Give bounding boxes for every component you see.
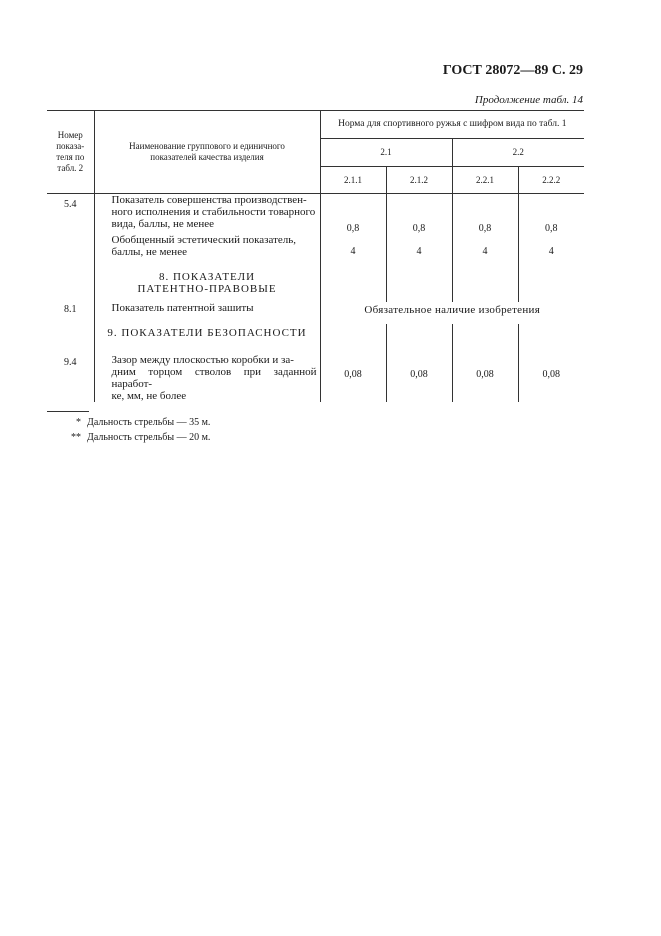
- row-description: [94, 194, 320, 235]
- table-row: [47, 354, 584, 402]
- row-description-line: ке, мм, не более: [111, 390, 187, 402]
- row-number: 8.1: [64, 304, 77, 315]
- row-value: 0,08: [452, 354, 518, 402]
- footnote: [47, 415, 347, 430]
- footnote-mark: *: [76, 417, 81, 428]
- header-norm: Норма для спортивного ружья с шифром вида по табл. 1: [320, 111, 584, 139]
- header-number-column: Номер показа-теля по табл. 2: [47, 111, 94, 194]
- row-description-line: Показатель совершенства производствен-: [111, 194, 307, 206]
- header-code-2-1-1: 2.1.1: [320, 167, 386, 194]
- row-description-line: Обобщенный эстетический показатель,: [111, 234, 297, 246]
- section-heading-line: ПАТЕНТНО-ПРАВОВЫЕ: [137, 283, 277, 295]
- row-value: 4: [320, 234, 386, 258]
- row-description-line: вида, баллы, не менее: [111, 218, 215, 230]
- section-heading-8: [94, 258, 320, 302]
- footnote-mark: **: [71, 432, 81, 443]
- row-value-merged: Обязательное наличие изобретения: [320, 302, 584, 324]
- row-value: 4: [518, 234, 584, 258]
- page-header-area: [0, 0, 661, 80]
- header-group-2-1: 2.1: [320, 139, 452, 167]
- table-continuation-label: Продолжение табл. 14: [474, 94, 583, 106]
- row-value: 4: [386, 234, 452, 258]
- table-row: [47, 194, 584, 235]
- header-row-1: [47, 111, 584, 139]
- row-description-line: Зазор между плоскостью коробки и за-: [111, 354, 294, 366]
- header-code-2-2-2: 2.2.2: [518, 167, 584, 194]
- row-description-line: ного исполнения и стабильности товарного: [111, 206, 316, 218]
- row-description-line: дним торцом стволов при заданной наработ-: [111, 366, 317, 390]
- row-value: 4: [452, 234, 518, 258]
- table-row: [47, 302, 584, 324]
- row-description-line: баллы, не менее: [111, 246, 187, 258]
- section-heading-line: 8. ПОКАЗАТЕЛИ: [158, 271, 256, 283]
- footnotes: [47, 411, 347, 445]
- footnote: [47, 430, 347, 445]
- row-description: [94, 234, 320, 258]
- section-row: [47, 258, 584, 302]
- table-row: [47, 234, 584, 258]
- row-value: 0,08: [518, 354, 584, 402]
- header-code-2-2-1: 2.2.1: [452, 167, 518, 194]
- row-value: 0,08: [386, 354, 452, 402]
- header-code-2-1-2: 2.1.2: [386, 167, 452, 194]
- footnote-divider: [47, 411, 89, 412]
- section-row: [47, 324, 584, 354]
- specifications-table: [47, 110, 584, 402]
- row-value: 0,8: [320, 194, 386, 235]
- row-value: 0,8: [452, 194, 518, 235]
- header-group-2-2: 2.2: [452, 139, 584, 167]
- section-heading-9: 9. ПОКАЗАТЕЛИ БЕЗОПАСНОСТИ: [94, 324, 320, 354]
- row-number: 5.4: [64, 199, 77, 210]
- row-value: 0,08: [320, 354, 386, 402]
- footnote-text: Дальность стрельбы — 20 м.: [87, 432, 211, 443]
- footnote-text: Дальность стрельбы — 35 м.: [87, 417, 211, 428]
- row-description: Показатель патентной зашиты: [94, 302, 320, 324]
- row-description: [94, 354, 320, 402]
- row-value: 0,8: [518, 194, 584, 235]
- page-header: ГОСТ 28072—89 С. 29: [442, 63, 583, 78]
- row-value: 0,8: [386, 194, 452, 235]
- row-number: 9.4: [64, 357, 77, 368]
- header-name-column: Наименование группового и единичного показателей качества изделия: [94, 111, 320, 194]
